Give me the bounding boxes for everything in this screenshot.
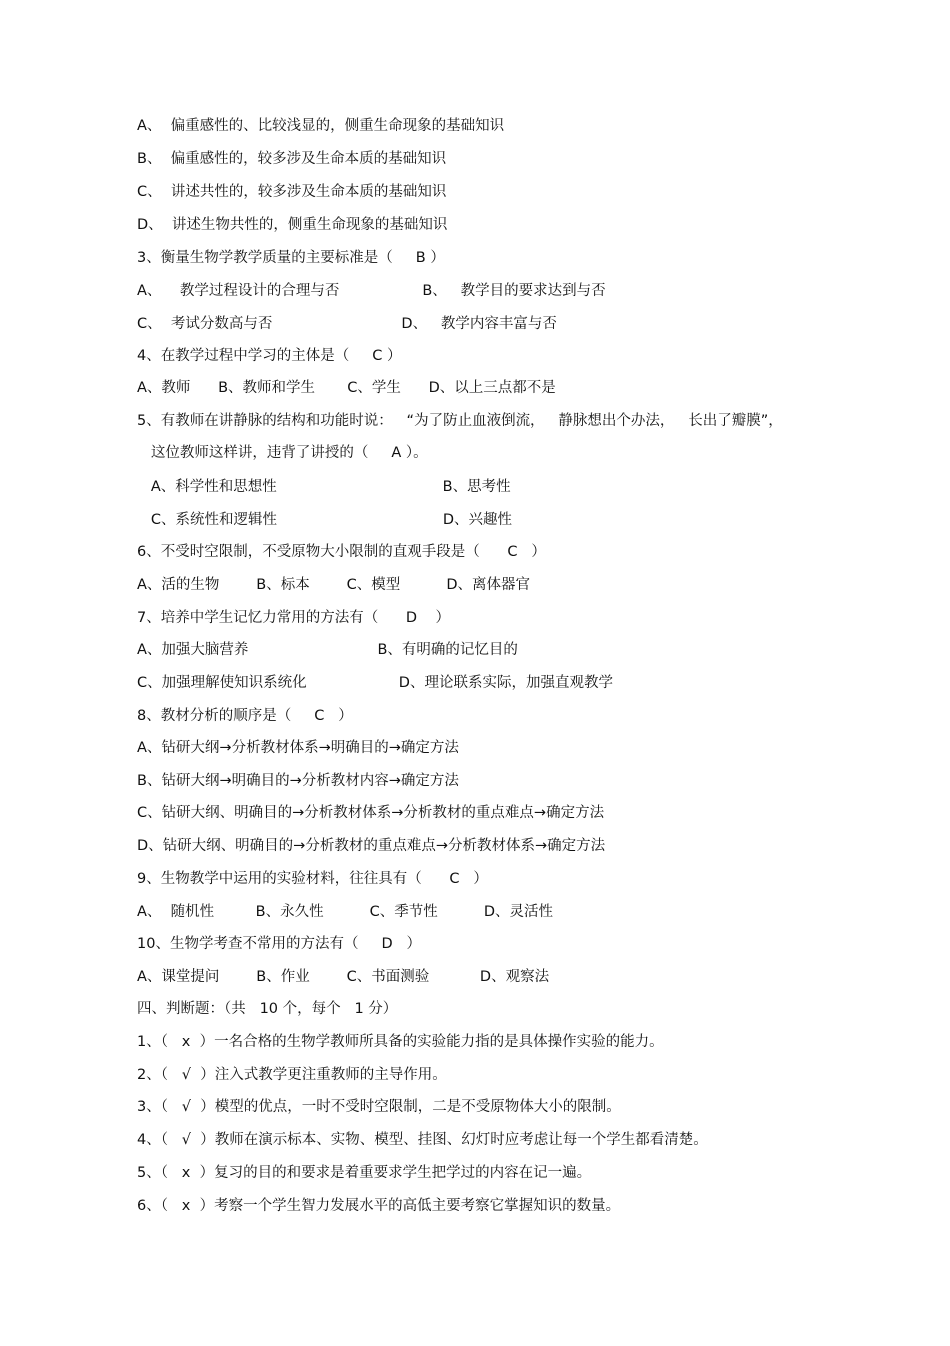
text-line: 4、在教学过程中学习的主体是（ C ）: [137, 348, 402, 364]
text-line: A、科学性和思想性 B、思考性: [137, 479, 511, 495]
text-line: C、 讲述共性的，较多涉及生命本质的基础知识: [137, 184, 447, 200]
text-line: 5、（ x ）复习的目的和要求是着重要求学生把学过的内容在记一遍。: [137, 1165, 592, 1181]
text-line: 这位教师这样讲，违背了讲授的（ A ）。: [137, 445, 428, 461]
text-line: A、教师 B、教师和学生 C、学生 D、以上三点都不是: [137, 380, 556, 396]
text-line: 8、教材分析的顺序是（ C ）: [137, 708, 353, 724]
text-line: C、钻研大纲、明确目的→分析教材体系→分析教材的重点难点→确定方法: [137, 805, 605, 821]
text-line: 5、有教师在讲静脉的结构和功能时说： “为了防止血液倒流， 静脉想出个办法， 长出了瓣膜”，: [137, 413, 783, 429]
text-line: 2、（ √ ）注入式教学更注重教师的主导作用。: [137, 1067, 447, 1083]
text-line: 3、衡量生物学教学质量的主要标准是（ B ）: [137, 250, 445, 266]
text-line: 4、（ √ ）教师在演示标本、实物、模型、挂图、幻灯时应考虑让每一个学生都看清楚。: [137, 1132, 708, 1148]
text-line: A、加强大脑营养 B、有明确的记忆目的: [137, 642, 518, 658]
text-line: 9、生物教学中运用的实验材料，往往具有（ C ）: [137, 871, 488, 887]
text-line: C、加强理解使知识系统化 D、理论联系实际，加强直观教学: [137, 675, 613, 691]
text-line: D、钻研大纲、明确目的→分析教材的重点难点→分析教材体系→确定方法: [137, 838, 606, 854]
text-line: A、活的生物 B、标本 C、模型 D、离体器官: [137, 577, 530, 593]
text-line: C、系统性和逻辑性 D、兴趣性: [137, 512, 513, 528]
text-line: A、 随机性 B、永久性 C、季节性 D、灵活性: [137, 904, 554, 920]
text-line: A、 偏重感性的、比较浅显的，侧重生命现象的基础知识: [137, 118, 505, 134]
text-line: 7、培养中学生记忆力常用的方法有（ D ）: [137, 610, 450, 626]
text-line: 6、不受时空限制，不受原物大小限制的直观手段是（ C ）: [137, 544, 546, 560]
text-line: 6、（ x ）考察一个学生智力发展水平的高低主要考察它掌握知识的数量。: [137, 1198, 621, 1214]
text-line: D、 讲述生物共性的，侧重生命现象的基础知识: [137, 217, 448, 233]
text-line: A、 教学过程设计的合理与否 B、 教学目的要求达到与否: [137, 283, 606, 299]
text-line: A、钻研大纲→分析教材体系→明确目的→确定方法: [137, 740, 459, 756]
text-line: 四、判断题：（共 10 个，每个 1 分）: [137, 1001, 398, 1017]
text-line: 1、（ x ）一名合格的生物学教师所具备的实验能力指的是具体操作实验的能力。: [137, 1034, 664, 1050]
text-line: 3、（ √ ）模型的优点，一时不受时空限制，二是不受原物体大小的限制。: [137, 1099, 621, 1115]
text-line: C、 考试分数高与否 D、 教学内容丰富与否: [137, 316, 557, 332]
text-line: A、课堂提问 B、作业 C、书面测验 D、观察法: [137, 969, 550, 985]
text-line: B、 偏重感性的，较多涉及生命本质的基础知识: [137, 151, 447, 167]
text-line: B、钻研大纲→明确目的→分析教材内容→确定方法: [137, 773, 459, 789]
text-line: 10、生物学考查不常用的方法有（ D ）: [137, 936, 421, 952]
